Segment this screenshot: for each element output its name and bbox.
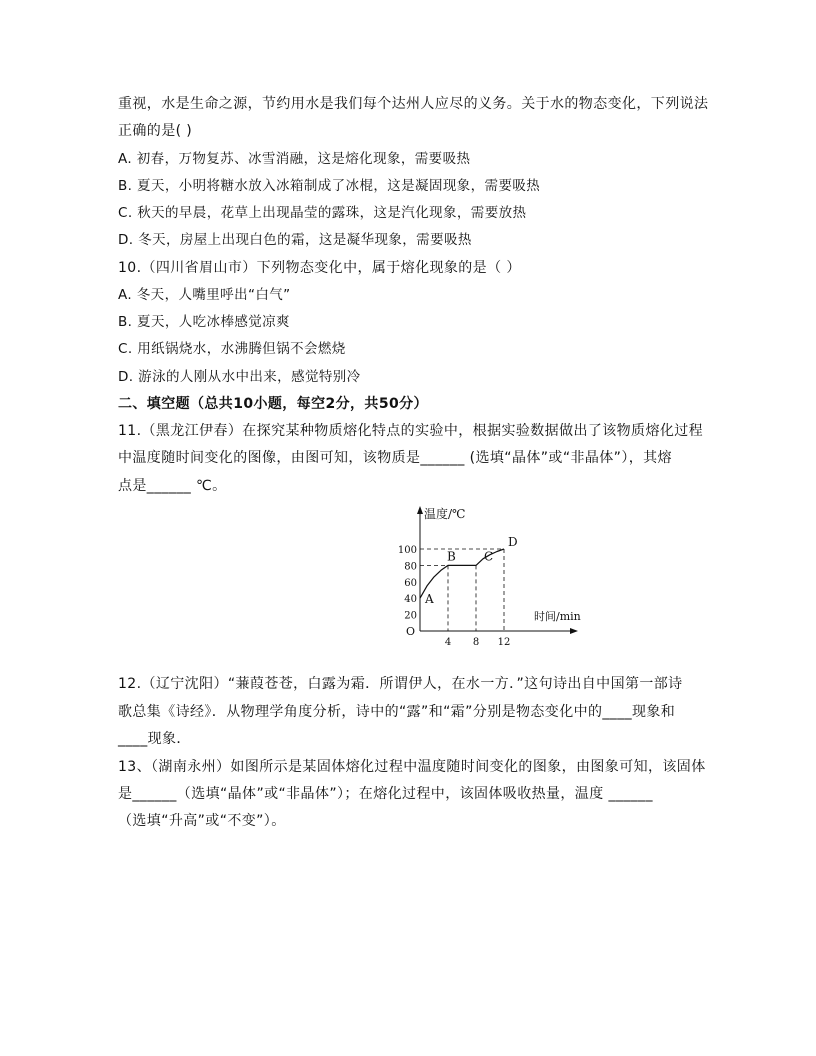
q9-option-a: A. 初春，万物复苏、冰雪消融，这是熔化现象，需要吸热 — [118, 151, 471, 167]
q9-stem-line2: 正确的是( ) — [118, 123, 193, 139]
melting-chart — [398, 503, 598, 653]
q9-option-d: D. 冬天，房屋上出现白色的霜，这是凝华现象，需要吸热 — [118, 232, 472, 248]
q10-option-c: C. 用纸锅烧水，水沸腾但锅不会燃烧 — [118, 341, 346, 357]
x-axis-title: 时间/min — [534, 610, 581, 623]
q11-line1: 11.（黑龙江伊春）在探究某种物质熔化特点的实验中，根据实验数据做出了该物质熔化过程 — [118, 423, 704, 439]
q13-line2: 是______（选填“晶体”或“非晶体”）；在熔化过程中，该固体吸收热量，温度 ______ — [118, 786, 653, 802]
y-tick-label: 80 — [404, 561, 417, 573]
q9-stem-line1: 重视，水是生命之源，节约用水是我们每个达州人应尽的义务。关于水的物态变化，下列说法 — [118, 96, 709, 112]
point-label-a: A — [425, 592, 434, 607]
q10-stem: 10.（四川省眉山市）下列物态变化中，属于熔化现象的是（ ） — [118, 260, 521, 276]
x-tick-label: 8 — [472, 637, 480, 648]
x-tick-label: 12 — [497, 637, 511, 648]
origin-label: O — [406, 625, 416, 638]
point-label-d: D — [508, 535, 518, 549]
y-axis-title: 温度/℃ — [424, 507, 466, 521]
section-heading: 二、填空题（总共10小题，每空2分，共50分） — [118, 396, 428, 412]
q10-option-b: B. 夏天，人吃冰棒感觉凉爽 — [118, 314, 290, 330]
q12-line2: 歌总集《诗经》．从物理学角度分析，诗中的“露”和“霜”分别是物态变化中的____现象和 — [118, 704, 676, 720]
y-tick-label: 100 — [398, 545, 417, 556]
point-label-b: B — [447, 549, 456, 564]
q10-option-a: A. 冬天，人嘴里呼出“白气” — [118, 287, 291, 303]
y-tick-label: 40 — [404, 594, 417, 606]
q13-line1: 13、（湖南永州）如图所示是某固体熔化过程中温度随时间变化的图象，由图象可知，该固体 — [118, 759, 706, 775]
q12-line3: ____现象． — [118, 731, 191, 747]
q13-line3: （选填“升高”或“不变”）。 — [118, 813, 286, 829]
y-axis-arrow — [417, 506, 423, 514]
q9-option-b: B. 夏天，小明将糖水放入冰箱制成了冰棍，这是凝固现象，需要吸热 — [118, 178, 541, 194]
x-axis-arrow — [570, 628, 578, 634]
x-tick-label: 4 — [444, 637, 452, 648]
q11-line3: 点是______ ℃。 — [118, 478, 227, 494]
q10-option-d: D. 游泳的人刚从水中出来，感觉特别冷 — [118, 369, 361, 385]
y-tick-label: 20 — [404, 610, 417, 622]
point-label-c: C — [484, 549, 494, 564]
y-tick-label: 60 — [404, 577, 417, 589]
q12-line1: 12.（辽宁沈阳）“蒹葭苍苍，白露为霜．所谓伊人，在水一方．”这句诗出自中国第一部诗 — [118, 676, 683, 692]
melting-chart-svg — [398, 503, 598, 653]
q9-option-c: C. 秋天的早晨，花草上出现晶莹的露珠，这是汽化现象，需要放热 — [118, 205, 527, 221]
q11-line2: 中温度随时间变化的图像，由图可知，该物质是______ (选填“晶体”或“非晶体”），其熔 — [118, 450, 672, 466]
